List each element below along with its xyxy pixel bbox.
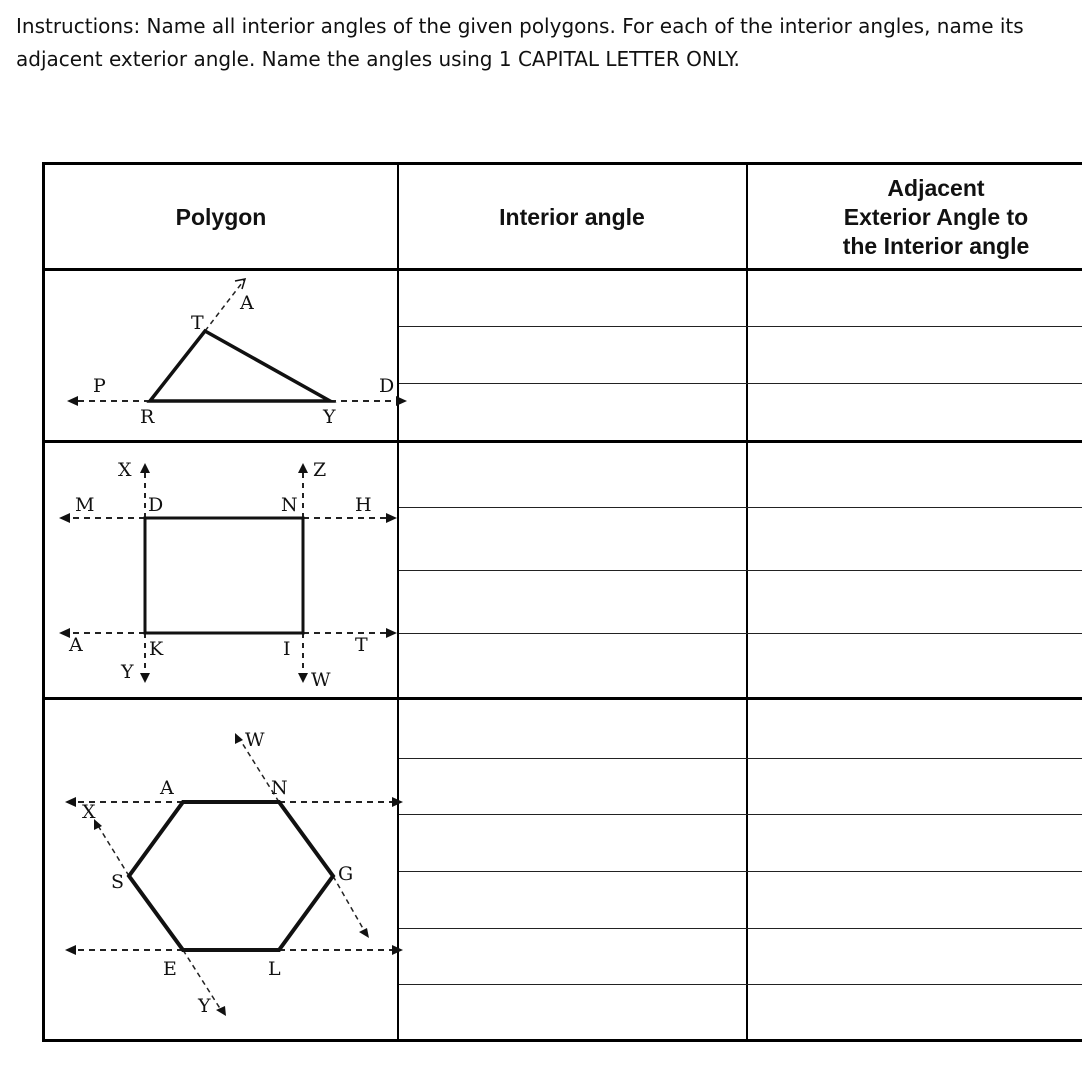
- label-M: M: [75, 494, 95, 516]
- answer-row-line: [399, 570, 1082, 571]
- label-W: W: [245, 729, 265, 751]
- label-D: D: [379, 375, 395, 397]
- arrowhead-Y: [216, 1006, 226, 1016]
- header-interior-angle: Interior angle: [499, 204, 645, 230]
- label-X: X: [118, 459, 132, 481]
- answer-row-line: [399, 758, 1082, 759]
- instructions-text: [16, 10, 1076, 76]
- vertex-label-L: L: [268, 958, 281, 980]
- answer-row-line: [399, 814, 1082, 815]
- arrowhead-Z: [298, 463, 308, 473]
- arrowhead-left-top: [65, 797, 76, 807]
- answer-cell-interior-triangle-3[interactable]: [399, 384, 745, 440]
- arrowhead-P: [67, 396, 78, 406]
- vertex-label-S: S: [111, 871, 125, 893]
- vertex-label-K: K: [149, 638, 164, 660]
- answer-cell-interior-triangle-1[interactable]: [399, 271, 745, 326]
- header-exterior-line-2: Exterior Angle to: [843, 204, 1029, 230]
- answer-row-line: [399, 871, 1082, 872]
- vertex-label-I: I: [283, 638, 291, 660]
- vertex-label-G: G: [338, 863, 354, 885]
- answer-cell-interior-triangle-2[interactable]: [399, 327, 745, 383]
- hexagon-shape: [129, 802, 333, 950]
- arrowhead-T: [386, 628, 397, 638]
- extension-line-S-X: [97, 824, 129, 876]
- instructions-line-2: adjacent exterior angle. Name the angles using 1 CAPITAL LETTER ONLY.: [16, 47, 740, 71]
- header-polygon: Polygon: [175, 204, 267, 230]
- answer-cell-exterior-triangle-1[interactable]: [748, 271, 1082, 326]
- header-adjacent-exterior-angle: [747, 165, 1082, 270]
- rectangle-figure: [45, 443, 397, 698]
- rectangle-shape: [145, 518, 303, 633]
- vertex-label-Y: Y: [323, 406, 336, 428]
- label-P: P: [93, 375, 106, 397]
- vertex-label-N: N: [281, 494, 298, 516]
- label-A: A: [240, 292, 254, 314]
- label-H: H: [355, 494, 372, 516]
- hexagon-figure: [45, 700, 397, 1042]
- extension-line-T-A: [205, 279, 245, 331]
- arrowhead-M: [59, 513, 70, 523]
- label-Y: Y: [121, 661, 134, 683]
- label-Z: Z: [313, 459, 327, 481]
- label-T: T: [355, 634, 368, 656]
- vertex-label-T: T: [191, 312, 204, 334]
- answer-row-line: [399, 507, 1082, 508]
- worksheet-table: [42, 162, 1082, 1042]
- triangle-figure: [45, 271, 397, 441]
- answer-cell-exterior-triangle-2[interactable]: [748, 327, 1082, 383]
- vertex-label-D: D: [148, 494, 164, 516]
- vertex-label-R: R: [140, 406, 155, 428]
- header-exterior-line-3: the Interior angle: [842, 233, 1030, 259]
- label-W: W: [311, 669, 331, 691]
- label-Y: Y: [198, 995, 211, 1017]
- arrowhead-Y: [140, 673, 150, 683]
- vertex-label-E: E: [163, 958, 177, 980]
- arrowhead-W: [235, 733, 243, 744]
- answer-row-line: [399, 984, 1082, 985]
- vertex-label-A: A: [160, 777, 174, 799]
- arrowhead-left-bottom: [65, 945, 76, 955]
- label-X: X: [82, 801, 96, 823]
- arrowhead-W: [298, 673, 308, 683]
- arrowhead-G: [359, 928, 369, 938]
- triangle-shape: [150, 331, 330, 401]
- label-A: A: [69, 634, 83, 656]
- answer-cell-exterior-triangle-3[interactable]: [748, 384, 1082, 440]
- arrowhead-H: [386, 513, 397, 523]
- arrowhead-X: [140, 463, 150, 473]
- header-exterior-line-1: Adjacent: [887, 175, 985, 201]
- answer-row-line: [399, 633, 1082, 634]
- vertex-label-N: N: [271, 777, 288, 799]
- instructions-line-1: Instructions: Name all interior angles of the given polygons. For each of the interior angles, name its: [16, 14, 1024, 38]
- answer-row-line: [399, 928, 1082, 929]
